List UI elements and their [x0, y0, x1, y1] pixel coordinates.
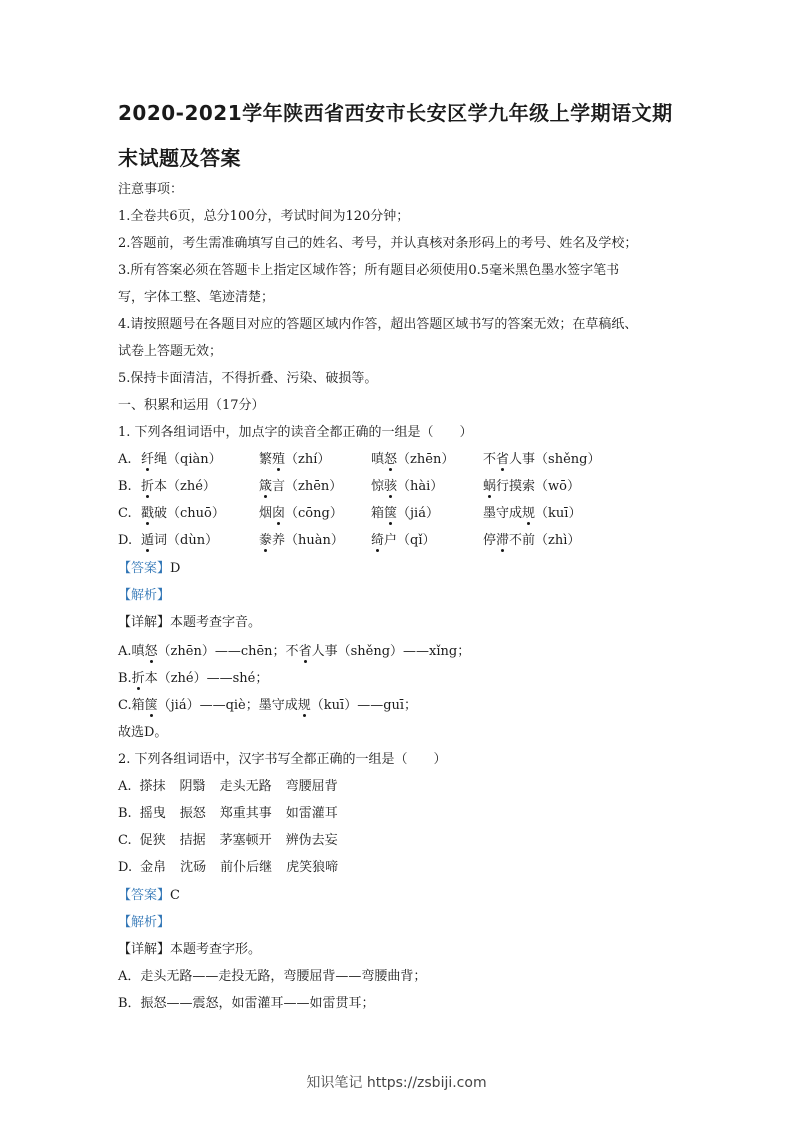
text-segment: 破（chuō）	[154, 506, 225, 521]
dotted-char: 折	[131, 671, 145, 686]
option-word: 茅塞顿开	[219, 833, 272, 848]
question-2-detail	[118, 941, 261, 959]
dotted-char: 怒	[144, 644, 158, 659]
dotted-char: 蜗	[483, 479, 497, 494]
option-label: C.	[118, 833, 132, 848]
option-word: 摇曳	[139, 806, 166, 821]
text-segment: 惊	[371, 479, 385, 494]
option-label: D.	[118, 533, 133, 548]
notice-item: 1.全卷共6页，总分100分，考试时间为120分钟；	[118, 209, 410, 224]
option-word: 弯腰屈背	[285, 779, 338, 794]
text-segment: （kuī）	[535, 506, 582, 521]
option-label: D.	[118, 860, 133, 875]
option-label: A.	[118, 452, 132, 467]
notice-item: 写，字体工整、笔迹清楚；	[118, 290, 275, 305]
notice-item: 4.请按照题号在各题目对应的答题区域内作答，超出答题区域书写的答案无效；在草稿纸、	[118, 317, 638, 332]
question-1-explanation-line	[118, 670, 268, 688]
question-2-explanation-line: B．振怒——震怒，如雷灌耳——如雷贯耳；	[118, 996, 375, 1011]
answer-tag: 【答案】	[118, 888, 171, 903]
dotted-char: 箧	[384, 506, 398, 521]
detail-text: 本题考查字形。	[170, 942, 262, 957]
text-segment: 烟	[259, 506, 273, 521]
dotted-char: 囱	[272, 506, 286, 521]
text-segment: （zhí）	[285, 452, 331, 467]
dotted-char: 豢	[259, 533, 273, 548]
option-word	[259, 478, 342, 496]
option-word	[483, 532, 580, 550]
option-word: 虎笑狼啼	[286, 860, 339, 875]
question-2-stem: 2. 下列各组词语中，汉字书写全都正确的一组是（ ）	[118, 752, 447, 767]
dotted-char: 规	[297, 698, 311, 713]
text-segment: 箱	[371, 506, 385, 521]
dotted-char: 省	[298, 644, 312, 659]
text-segment: 本（zhé）	[154, 479, 216, 494]
text-segment: （kuī）——guī；	[310, 698, 418, 713]
text-segment: 繁	[259, 452, 273, 467]
option-label: B.	[118, 806, 132, 821]
question-1-stem: 1. 下列各组词语中，加点字的读音全都正确的一组是（ ）	[118, 425, 473, 440]
option-word: 搽抹	[139, 779, 166, 794]
question-2-answer	[118, 887, 180, 905]
option-row	[118, 832, 352, 850]
detail-tag: 【详解】	[118, 942, 171, 957]
dotted-char: 箧	[144, 698, 158, 713]
document-title-line-1: 2020-2021学年陕西省西安市长安区学九年级上学期语文期	[118, 101, 673, 125]
text-segment: （cōng）	[285, 506, 343, 521]
text-segment: （jiá）——qiè；墨守成	[157, 698, 298, 713]
dotted-char: 骇	[384, 479, 398, 494]
document-title-line-2: 末试题及答案	[118, 146, 241, 170]
text-segment: （zhēn）	[397, 452, 455, 467]
text-segment: 不前（zhì）	[509, 533, 581, 548]
option-word	[371, 478, 443, 496]
text-segment: 言（zhēn）	[272, 479, 343, 494]
option-word: 辨伪去妄	[285, 833, 338, 848]
dotted-char: 折	[141, 479, 155, 494]
dotted-char: 戳	[141, 506, 155, 521]
text-segment: 嗔	[371, 452, 385, 467]
question-1-explanation-line	[118, 643, 470, 661]
option-word: 走头无路	[219, 779, 272, 794]
answer-value: C	[170, 888, 180, 903]
option-word	[141, 505, 225, 523]
option-label: B.	[118, 479, 132, 494]
text-segment: 墨守成	[483, 506, 523, 521]
dotted-char: 省	[496, 452, 510, 467]
option-word	[371, 505, 439, 523]
text-segment: （zhēn）——chēn；不	[157, 644, 299, 659]
notice-heading: 注意事项：	[118, 182, 184, 197]
detail-text: 本题考查字音。	[170, 615, 262, 630]
option-word: 如雷灌耳	[285, 806, 338, 821]
option-word: 前仆后继	[220, 860, 273, 875]
text-segment: 行摸索（wō）	[496, 479, 580, 494]
text-segment: 绳（qiàn）	[154, 452, 222, 467]
option-word	[141, 451, 222, 469]
dotted-char: 滞	[496, 533, 510, 548]
question-1-detail	[118, 614, 261, 632]
question-1-answer	[118, 560, 180, 578]
notice-item: 3.所有答案必须在答题卡上指定区域作答；所有题目必须使用0.5毫米黑色墨水签字笔书	[118, 263, 620, 278]
text-segment: 人事（shěng）	[509, 452, 601, 467]
option-word: 郑重其事	[219, 806, 272, 821]
answer-value: D	[170, 561, 181, 576]
option-word	[371, 532, 436, 550]
question-1-conclusion: 故选D。	[118, 725, 168, 740]
question-2-analysis-tag: 【解析】	[118, 915, 171, 930]
text-segment: 户（qǐ）	[384, 533, 436, 548]
question-2-explanation-line: A．走头无路——走投无路，弯腰屈背——弯腰曲背；	[118, 969, 427, 984]
text-segment: C.箱	[118, 698, 145, 713]
option-label: C.	[118, 506, 132, 521]
text-segment: 养（huàn）	[272, 533, 344, 548]
dotted-char: 遁	[141, 533, 155, 548]
detail-tag: 【详解】	[118, 615, 171, 630]
notice-item: 5.保持卡面清洁，不得折叠、污染、破损等。	[118, 371, 378, 386]
option-word	[141, 532, 218, 550]
option-word	[259, 532, 344, 550]
dotted-char: 纤	[141, 452, 155, 467]
text-segment: B.	[118, 671, 132, 686]
option-word: 促狭	[139, 833, 166, 848]
option-row	[118, 805, 352, 823]
option-word: 拮据	[179, 833, 206, 848]
option-word	[259, 451, 330, 469]
notice-item: 2.答题前，考生需准确填写自己的姓名、考号，并认真核对条形码上的考号、姓名及学校；	[118, 236, 638, 251]
question-1-explanation-line	[118, 697, 417, 715]
option-word: 阴翳	[179, 779, 206, 794]
dotted-char: 殖	[272, 452, 286, 467]
option-word	[141, 478, 216, 496]
option-word: 金帛	[140, 860, 167, 875]
option-label: A.	[118, 779, 132, 794]
dotted-char: 箴	[259, 479, 273, 494]
option-word: 振怒	[179, 806, 206, 821]
text-segment: 人事（shěng）——xǐng；	[311, 644, 471, 659]
text-segment: （jiá）	[397, 506, 439, 521]
answer-tag: 【答案】	[118, 561, 171, 576]
option-word	[483, 478, 580, 496]
option-word	[483, 451, 600, 469]
option-row	[118, 859, 352, 877]
text-segment: A.嗔	[118, 644, 145, 659]
footer-watermark: 知识笔记 https://zsbiji.com	[306, 1075, 487, 1091]
text-segment: 停	[483, 533, 497, 548]
text-segment: 词（dùn）	[154, 533, 219, 548]
section-heading: 一、积累和运用（17分）	[118, 398, 265, 413]
option-word	[259, 505, 343, 523]
option-row	[118, 778, 352, 796]
text-segment: （hài）	[397, 479, 444, 494]
notice-item: 试卷上答题无效；	[118, 344, 223, 359]
text-segment: 不	[483, 452, 497, 467]
option-word	[483, 505, 581, 523]
dotted-char: 绮	[371, 533, 385, 548]
text-segment: 本（zhé）——shé；	[144, 671, 269, 686]
dotted-char: 规	[522, 506, 536, 521]
option-word	[371, 451, 454, 469]
option-word: 沈砀	[180, 860, 207, 875]
dotted-char: 怒	[384, 452, 398, 467]
question-1-analysis-tag: 【解析】	[118, 588, 171, 603]
